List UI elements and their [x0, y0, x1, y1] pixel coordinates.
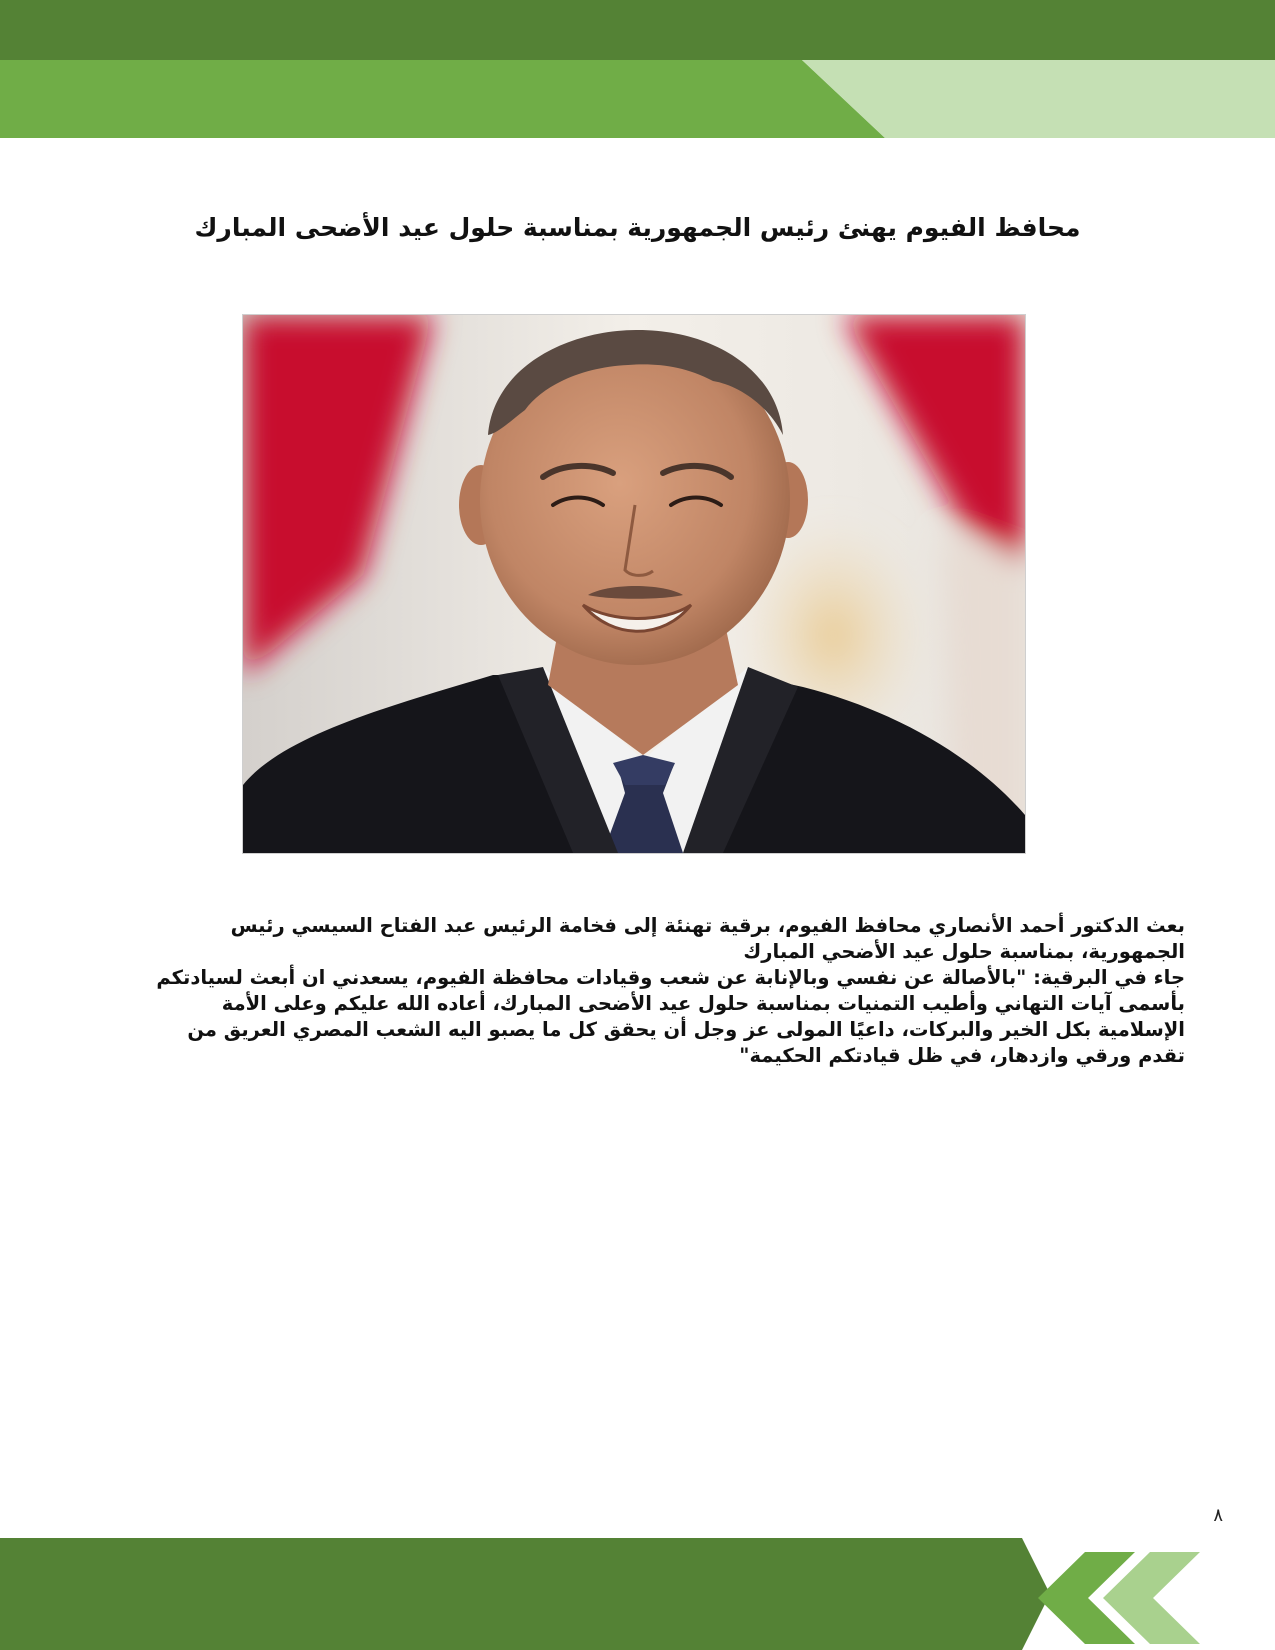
- page-number: ٨: [1213, 1505, 1223, 1526]
- header-banner: [0, 0, 1275, 142]
- article-paragraph: جاء في البرقية: "بالأصالة عن نفسي وبالإنابة عن شعب وقيادات محافظة الفيوم، يسعدني ان أبعث لسيادتكم بأسمى آيات التهاني وأطيب التمنيات بمناسبة حلول عيد الأضحى المبارك، أعاده الله عليكم وعلى الأمة الإسلامية بكل الخير والبركات، داعيًا المولى عز وجل أن يحقق كل ما يصبو اليه الشعب المصري العريق من تقدم ورقي وازدهار، في ظل قيادتكم الحكيمة": [156, 966, 1185, 1067]
- article-body: [150, 913, 1185, 1069]
- article-paragraph: بعث الدكتور أحمد الأنصاري محافظ الفيوم، برقية تهنئة إلى فخامة الرئيس عبد الفتاح السيسي رئيس الجمهورية، بمناسبة حلول عيد الأضحي المبارك: [230, 914, 1185, 963]
- article-title: محافظ الفيوم يهنئ رئيس الجمهورية بمناسبة حلول عيد الأضحى المبارك: [194, 213, 1081, 242]
- president-photo: [242, 314, 1026, 854]
- footer-banner: [0, 1538, 1275, 1650]
